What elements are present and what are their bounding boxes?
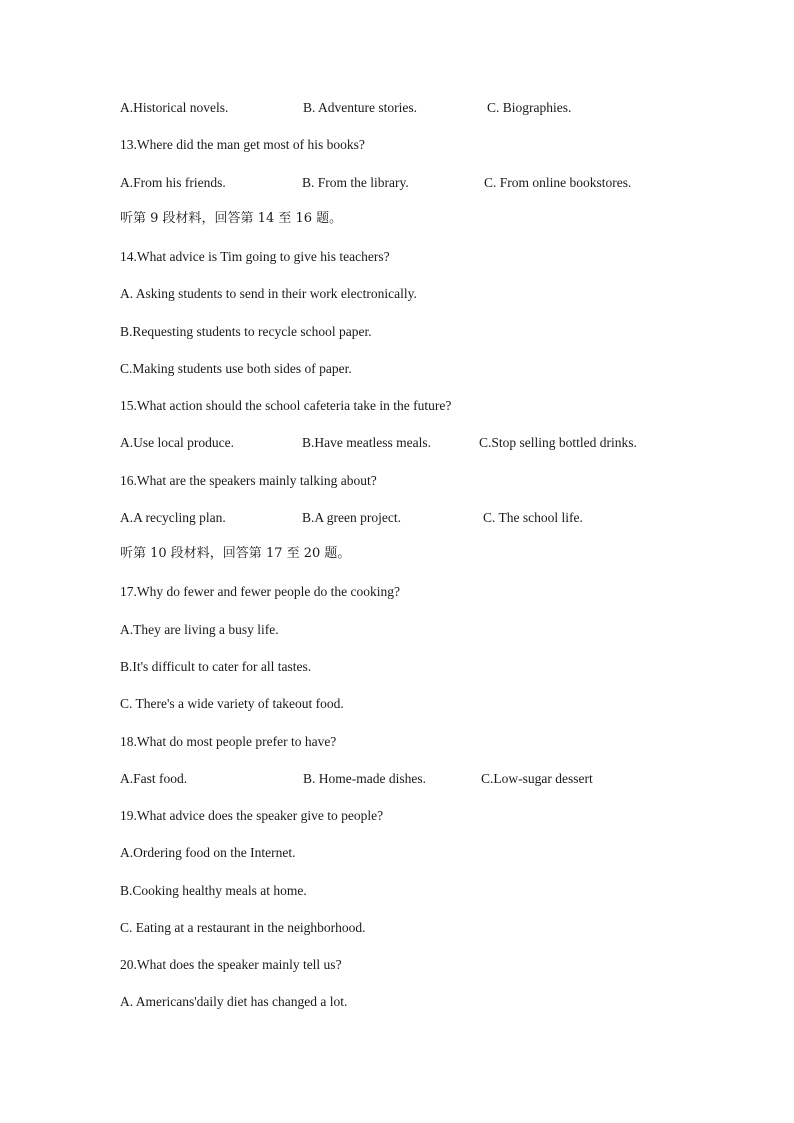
section-10-instruction: 听第 10 段材料，回答第 17 至 20 题。 bbox=[120, 546, 351, 561]
q15-option-b: B.Have meatless meals. bbox=[302, 435, 431, 450]
q15-question: 15.What action should the school cafeteria take in the future? bbox=[120, 398, 452, 413]
q17-option-a: A.They are living a busy life. bbox=[120, 622, 279, 637]
q14-option-a: A. Asking students to send in their work electronically. bbox=[120, 286, 417, 301]
q16-question: 16.What are the speakers mainly talking about? bbox=[120, 473, 377, 488]
q17-option-b: B.It's difficult to cater for all tastes. bbox=[120, 659, 312, 674]
q13-option-b: B. From the library. bbox=[302, 175, 409, 190]
q18-option-c: C.Low-sugar dessert bbox=[481, 771, 593, 786]
q13-question: 13.Where did the man get most of his books? bbox=[120, 137, 365, 152]
q18-option-b: B. Home-made dishes. bbox=[303, 771, 426, 786]
q17-option-c: C. There's a wide variety of takeout food. bbox=[120, 696, 344, 711]
q19-option-b: B.Cooking healthy meals at home. bbox=[120, 883, 307, 898]
q20-option-a: A. Americans'daily diet has changed a lot. bbox=[120, 994, 348, 1009]
q13-option-a: A.From his friends. bbox=[120, 175, 226, 190]
q18-question: 18.What do most people prefer to have? bbox=[120, 734, 337, 749]
q12-option-b: B. Adventure stories. bbox=[303, 100, 417, 115]
q14-question: 14.What advice is Tim going to give his teachers? bbox=[120, 249, 390, 264]
q12-option-c: C. Biographies. bbox=[487, 100, 572, 115]
q16-option-c: C. The school life. bbox=[483, 510, 583, 525]
q19-option-a: A.Ordering food on the Internet. bbox=[120, 845, 296, 860]
q18-option-a: A.Fast food. bbox=[120, 771, 188, 786]
q13-option-c: C. From online bookstores. bbox=[484, 175, 632, 190]
q17-question: 17.Why do fewer and fewer people do the cooking? bbox=[120, 584, 401, 599]
q19-question: 19.What advice does the speaker give to people? bbox=[120, 808, 384, 823]
q20-question: 20.What does the speaker mainly tell us? bbox=[120, 957, 342, 972]
q12-option-a: A.Historical novels. bbox=[120, 100, 229, 115]
q16-option-b: B.A green project. bbox=[302, 510, 401, 525]
q15-option-c: C.Stop selling bottled drinks. bbox=[479, 435, 637, 450]
q15-option-a: A.Use local produce. bbox=[120, 435, 234, 450]
q16-option-a: A.A recycling plan. bbox=[120, 510, 226, 525]
q14-option-b: B.Requesting students to recycle school paper. bbox=[120, 324, 372, 339]
section-9-instruction: 听第 9 段材料，回答第 14 至 16 题。 bbox=[120, 211, 343, 226]
q19-option-c: C. Eating at a restaurant in the neighborhood. bbox=[120, 920, 366, 935]
q14-option-c: C.Making students use both sides of paper. bbox=[120, 361, 352, 376]
